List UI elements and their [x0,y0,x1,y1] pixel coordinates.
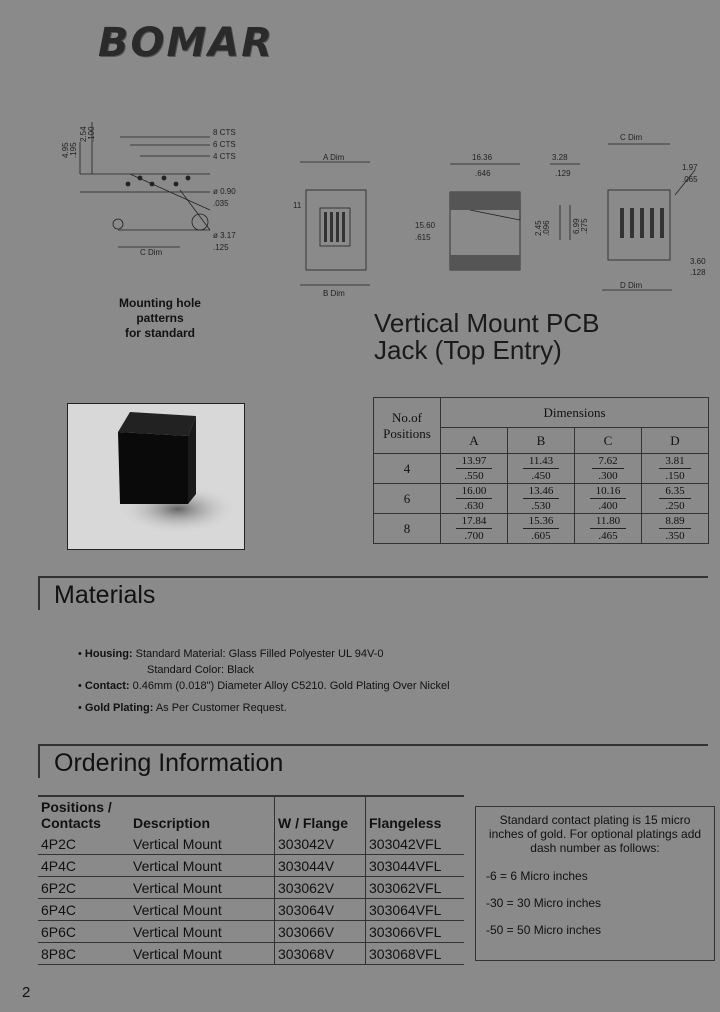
dim-a: A Dim [323,153,345,162]
table-row: 4 13.97 .550 11.43 .450 7.62 .300 3.81 .150 [374,454,709,484]
table-row: 8P8C Vertical Mount 303068V 303068VFL [38,943,464,965]
dim-b: B Dim [323,289,345,298]
dim-360: 3.60 [690,257,706,266]
gold-plating-row: • Gold Plating: As Per Customer Request. [78,702,287,714]
dim-d: D Dim [620,281,643,290]
ordering-heading: Ordering Information [38,744,708,778]
product-photo [67,403,245,550]
page-number: 2 [22,984,31,1001]
table-row: 6P4C Vertical Mount 303064V 303064VFL [38,899,464,921]
dim-275: .275 [580,218,589,234]
dim-post-dia: ø 3.17 [213,231,236,240]
drawing-caption: Mounting hole patterns for standard [119,296,201,340]
mounting-hole-drawing [60,112,280,292]
housing-row: • Housing: Standard Material: Glass Filled Polyester UL 94V-0 [78,648,384,660]
flangeless-header: Flangeless [366,796,465,833]
col-d: D [642,428,709,454]
dim-128: .128 [690,268,706,277]
rear-view-drawing [590,130,715,305]
dim-6cts: 6 CTS [213,140,236,149]
dim-129: .129 [555,169,571,178]
table-row: 6 16.00 .630 13.46 .530 10.16 .400 6.35 .250 [374,484,709,514]
col-b: B [508,428,575,454]
dim-c-rear: C Dim [620,133,643,142]
dim-646: .646 [475,169,491,178]
table-row: 4P2C Vertical Mount 303042V 303042VFL [38,833,464,855]
dim-197: 1.97 [682,163,698,172]
dim-11: 11 [293,201,302,210]
description-header: Description [130,796,275,833]
table-row: 8 17.84 .700 15.36 .605 11.80 .465 8.89 .350 [374,514,709,544]
product-title: Vertical Mount PCB Jack (Top Entry) [374,308,600,365]
plating-note: Standard contact plating is 15 micro inches of gold. For optional platings add dash number as follows: -6 = 6 Micro inches -30 = 30 Micro inches -50 = 50 Micro inches [475,806,715,961]
dim-100: .100 [87,126,96,142]
dim-245: 2.45 [534,220,543,236]
dim-4cts: 4 CTS [213,152,236,161]
positions-contacts-header: Positions / Contacts [38,796,130,833]
dim-615: .615 [415,233,431,242]
dim-8cts: 8 CTS [213,128,236,137]
dim-1560: 15.60 [415,221,436,230]
materials-heading: Materials [38,576,708,610]
dim-254: 2.54 [79,126,88,142]
w-flange-header: W / Flange [275,796,366,833]
contact-row: • Contact: 0.46mm (0.018") Diameter Alloy C5210. Gold Plating Over Nickel [78,680,450,692]
side-view-drawing [410,150,590,280]
table-row: 6P6C Vertical Mount 303066V 303066VFL [38,921,464,943]
dimensions-header: Dimensions [441,398,709,428]
col-c: C [575,428,642,454]
dim-post-dia-in: .125 [213,243,229,252]
table-row: 4P4C Vertical Mount 303044V 303044VFL [38,855,464,877]
dim-065: .065 [682,175,698,184]
front-view-drawing [288,150,378,300]
dim-495: 4.95 [61,142,70,158]
dim-096: .096 [542,220,551,236]
table-row: 6P2C Vertical Mount 303062V 303062VFL [38,877,464,899]
dim-c: C Dim [140,248,163,257]
col-a: A [441,428,508,454]
ordering-table [38,795,464,965]
dim-hole-dia-in: .035 [213,199,229,208]
dimensions-table [373,397,709,544]
dim-699: 6.99 [572,218,581,234]
dim-195: .195 [69,142,78,158]
dim-hole-dia: ø 0.90 [213,187,236,196]
dim-1636: 16.36 [472,153,493,162]
bomar-logo: BOMAR [98,20,275,66]
positions-header: No.of Positions [374,398,441,454]
housing-color-row: Standard Color: Black [147,664,254,676]
dim-328: 3.28 [552,153,568,162]
